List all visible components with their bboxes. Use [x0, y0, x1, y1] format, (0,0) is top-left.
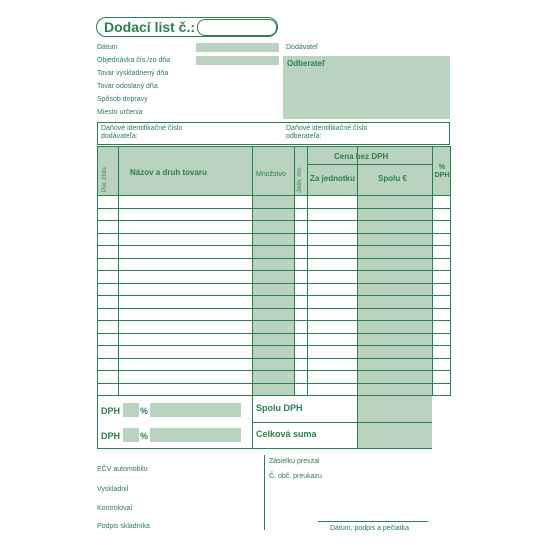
- percent-label-2: %: [140, 431, 149, 441]
- document-number-field[interactable]: [197, 19, 277, 36]
- field-order-input[interactable]: [196, 56, 279, 65]
- summary-col-divider: [357, 395, 358, 449]
- table-row-line: [97, 295, 450, 296]
- table-right-border: [450, 146, 451, 396]
- table-row-line: [97, 333, 450, 334]
- signature-label: Dátum, podpis a pečiatka: [330, 525, 409, 532]
- table-row-line: [97, 370, 450, 371]
- summary-row-divider: [252, 422, 432, 423]
- table-row-line: [97, 283, 450, 284]
- footer-divider: [264, 455, 265, 530]
- price-group-divider: [307, 164, 432, 165]
- table-row-line: [97, 270, 450, 271]
- table-row-line: [97, 258, 450, 259]
- table-row-line: [97, 320, 450, 321]
- tax-id-supplier-line2: dodávateľa:: [101, 133, 138, 140]
- table-header-bottom: [97, 195, 450, 196]
- vat-label-2: DPH: [101, 431, 121, 441]
- vat-rate-input-2[interactable]: [123, 428, 139, 442]
- tax-id-buyer-line1: Daňové identifikačné číslo: [286, 125, 368, 132]
- footer-issued-label: Vyskladnil: [97, 486, 129, 493]
- col-qty-header: Množstvo: [256, 171, 286, 178]
- footer-id-card-label: Č. obč. preukazu: [269, 473, 322, 480]
- field-date-input[interactable]: [196, 43, 279, 52]
- footer-vehicle-label: EČV automobilu: [97, 466, 148, 473]
- col-unit-header: Jedn. mn.: [297, 166, 303, 193]
- table-row-line: [97, 233, 450, 234]
- table-row-line: [97, 208, 450, 209]
- table-row-line: [97, 220, 450, 221]
- vat-label-1: DPH: [101, 406, 121, 416]
- col-vat-header: % DPH: [434, 164, 450, 179]
- footer-received-label: Zásielku prevzal: [269, 458, 320, 465]
- field-dispatched-label: Tovar vyskladnený dňa: [97, 70, 169, 77]
- footer-storekeeper-label: Podpis skladníka: [97, 523, 150, 530]
- col-price-group-header: Cena bez DPH: [334, 152, 389, 161]
- buyer-label: Odberateľ: [287, 59, 326, 68]
- footer-checked-label: Kontroloval: [97, 505, 133, 512]
- field-date-label: Dátum: [97, 44, 118, 51]
- field-order-label: Objednávka čís./zo dňa: [97, 57, 171, 64]
- table-row-line: [97, 245, 450, 246]
- col-unit-price-header: Za jednotku: [310, 174, 355, 183]
- col-name-header: Názov a druh tovaru: [130, 168, 207, 177]
- form-title: Dodací list č.:: [104, 19, 196, 35]
- field-destination-label: Miesto určenia: [97, 109, 143, 116]
- table-row-line: [97, 308, 450, 309]
- table-row-line: [97, 345, 450, 346]
- table-row-line: [97, 358, 450, 359]
- supplier-label: Dodávateľ: [286, 44, 319, 51]
- tax-id-supplier-line1: Daňové identifikačné číslo: [101, 125, 183, 132]
- vat-amount-input-1[interactable]: [150, 403, 241, 417]
- table-row-line: [97, 383, 450, 384]
- signature-line: [318, 521, 428, 522]
- grand-total-label: Celková suma: [256, 429, 317, 439]
- col-total-header: Spolu €: [378, 174, 407, 183]
- table-bottom-border-vat: [432, 395, 450, 396]
- field-sent-label: Tovar odoslaný dňa: [97, 83, 158, 90]
- percent-label-1: %: [140, 406, 149, 416]
- col-seq-header: Por. číslo: [102, 167, 108, 192]
- vat-rate-input-1[interactable]: [123, 403, 139, 417]
- vat-amount-input-2[interactable]: [150, 428, 241, 442]
- table-top-border: [97, 146, 450, 147]
- field-transport-label: Spôsob dopravy: [97, 96, 148, 103]
- tax-id-buyer-line2: odberateľa:: [286, 133, 322, 140]
- total-vat-label: Spolu DPH: [256, 403, 303, 413]
